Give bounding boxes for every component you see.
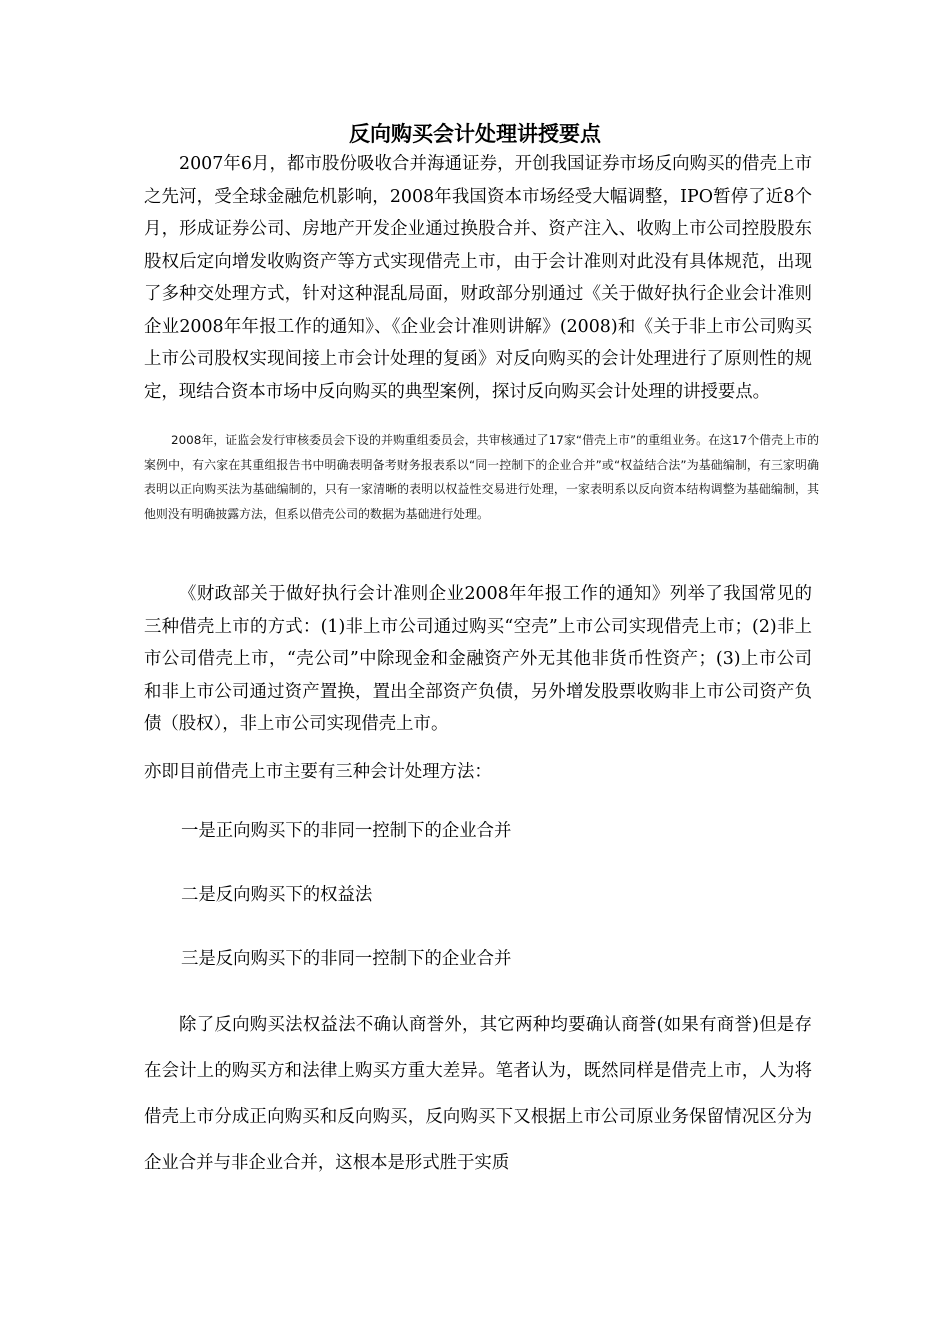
conclusion-paragraph: 除了反向购买法权益法不确认商誉外，其它两种均要确认商誉(如果有商誉)但是存在会计上的购买方和法律上购买方重大差异。笔者认为，既然同样是借壳上市，人为将借壳上市分成正向购买和反向购买，反向购买下又根据上市公司原业务保留情况区分为企业合并与非企业合并，这根本是形式胜于实质: [144, 1015, 812, 1173]
method-list-item: 二是反向购买下的权益法: [181, 885, 373, 905]
method-list-item: 三是反向购买下的非同一控制下的企业合并: [181, 949, 512, 969]
intro-paragraph: 2007年6月，都市股份吸收合并海通证券，开创我国证券市场反向购买的借壳上市之先河，受全球金融危机影响，2008年我国资本市场经受大幅调整，IPO暂停了近8个月，形成证券公司、房地产开发企业通过换股合并、资产注入、收购上市公司控股股东股权后定向增发收购资产等方式实现借壳上市，由于会计准则对此没有具体规范，出现了多种交处理方式，针对这种混乱局面，财政部分别通过《关于做好执行企业会计准则企业2008年年报工作的通知》、《企业会计准则讲解》(2008)和《关于非上市公司购买上市公司股权实现间接上市会计处理的复函》对反向购买的会计处理进行了原则性的规定，现结合资本市场中反向购买的典型案例，探讨反向购买会计处理的讲授要点。: [144, 154, 812, 402]
listing-methods-paragraph: 《财政部关于做好执行会计准则企业2008年年报工作的通知》列举了我国常见的三种借壳上市的方式：(1)非上市公司通过购买“空壳”上市公司实现借壳上市；(2)非上市公司借壳上市，“壳公司”中除现金和金融资产外无其他非货币性资产；(3)上市公司和非上市公司通过资产置换，置出全部资产负债，另外增发股票收购非上市公司资产负债（股权），非上市公司实现借壳上市。: [144, 584, 812, 734]
method-list-item: 一是正向购买下的非同一控制下的企业合并: [181, 821, 512, 841]
case-statistics-paragraph: 2008年，证监会发行审核委员会下设的并购重组委员会，共审核通过了17家“借壳上市”的重组业务。在这17个借壳上市的案例中，有六家在其重组报告书中明确表明备考财务报表系以“同一控制下的企业合并”或“权益结合法”为基础编制，有三家明确表明以正向购买法为基础编制的，只有一家清晰的表明以权益性交易进行处理，一家表明系以反向资本结构调整为基础编制，其他则没有明确披露方法，但系以借壳公司的数据为基础进行处理。: [144, 433, 819, 521]
lead-in-line: 亦即目前借壳上市主要有三种会计处理方法：: [144, 762, 492, 782]
document-title: 反向购买会计处理讲授要点: [349, 122, 601, 146]
